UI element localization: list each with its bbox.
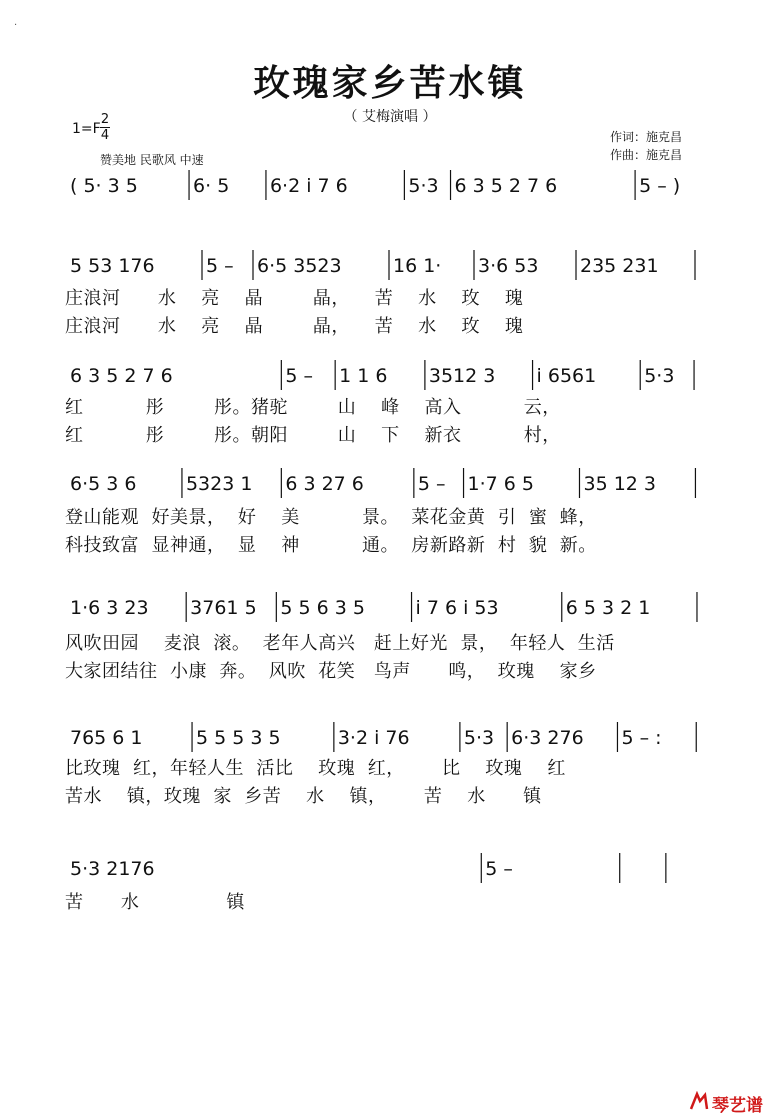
watermark-logo xyxy=(688,1091,770,1116)
note-group: 6 3 27 6 xyxy=(285,473,364,495)
note-group: ( 5· 3 5 xyxy=(70,175,138,197)
logo-icon xyxy=(688,1091,710,1113)
note-group: 5 5 5 3 5 xyxy=(196,727,281,749)
note-group: 3·6 53 xyxy=(478,255,539,277)
note-group: 5323 1 xyxy=(185,473,253,495)
note-group: 6·5 3523 xyxy=(257,255,342,277)
note-group: 6·2 i 7 6 xyxy=(269,175,348,197)
note-group: 3·2 i 76 xyxy=(337,727,410,749)
note-group: 5·3 xyxy=(408,175,439,197)
composer: 作曲：施克昌 xyxy=(610,148,683,162)
note-group: 5 – ) xyxy=(639,175,681,197)
corner-mark: · xyxy=(14,20,18,31)
note-group: 6 5 3 2 1 xyxy=(565,597,651,619)
lyric-line: 科技致富 显神通， 显 神 通。 房新路新 村 貌 新。 xyxy=(65,535,597,556)
lyric-line: 登山能观 好美景， 好 美 景。 菜花金黄 引 蜜 蜂， xyxy=(65,507,597,528)
note-group: 5 – xyxy=(206,255,234,277)
time-top: 2 xyxy=(100,112,110,127)
tempo-style: 赞美地 民歌风 中速 xyxy=(100,153,204,167)
note-group: 3512 3 xyxy=(428,365,496,387)
note-group: 5·3 2176 xyxy=(70,858,155,880)
lyric-line: 大家团结往 小康 奔。 风吹 花笑 鸟声 鸣， 玫瑰 家乡 xyxy=(65,661,597,682)
note-group: 5 – xyxy=(417,473,446,495)
note-group: 5 – : xyxy=(621,727,662,749)
lyric-line: 苦水 镇，玫瑰 家 乡苦 水 镇， 苦 水 镇 xyxy=(65,786,542,807)
time-bottom: 4 xyxy=(100,128,110,143)
note-group: 5·3 xyxy=(463,727,495,749)
note-group: 235 231 xyxy=(580,255,659,277)
lyric-line: 风吹田园 麦浪 滚。 老年人高兴 赶上好光 景， 年轻人 生活 xyxy=(65,633,615,654)
note-group: 5 53 176 xyxy=(70,255,155,277)
note-group: 35 12 3 xyxy=(583,473,657,495)
lyricist: 作词：施克昌 xyxy=(610,130,683,144)
song-title: 玫瑰家乡苦水镇 xyxy=(253,62,527,104)
lyric-line: 苦 水 镇 xyxy=(65,892,245,913)
note-group: 3761 5 xyxy=(190,597,257,619)
note-group: 5 – xyxy=(285,365,313,387)
note-group: 1·7 6 5 xyxy=(467,473,535,495)
note-group: 1·6 3 23 xyxy=(70,597,149,619)
note-group: 765 6 1 xyxy=(70,727,143,749)
note-group: 1 1 6 xyxy=(339,365,388,387)
lyric-line: 红 彤 彤。朝阳 山 下 新衣 村， xyxy=(65,425,561,446)
note-group: 6 3 5 2 7 6 xyxy=(70,365,173,387)
lyric-line: 比玫瑰 红，年轻人生 活比 玫瑰 红， 比 玫瑰 红 xyxy=(65,758,566,779)
note-group: 16 1· xyxy=(393,255,442,277)
note-group: 6 3 5 2 7 6 xyxy=(454,175,558,197)
note-group: 5 – xyxy=(485,858,513,880)
lyric-line: 庄浪河 水 亮 晶 晶， 苦 水 玫 瑰 xyxy=(65,316,524,337)
note-group: i 6561 xyxy=(536,365,597,387)
note-group: i 7 6 i 53 xyxy=(415,597,499,619)
note-group: 6·3 276 xyxy=(511,727,584,749)
key-signature: 1=F xyxy=(72,121,101,137)
note-group: 5·3 xyxy=(644,365,675,387)
performer: （ 艾梅演唱 ） xyxy=(343,109,437,125)
note-group: 6· 5 xyxy=(193,175,230,197)
lyric-line: 庄浪河 水 亮 晶 晶， 苦 水 玫 瑰 xyxy=(65,288,524,309)
watermark-text: 琴艺谱 xyxy=(712,1096,763,1116)
note-group: 5 5 6 3 5 xyxy=(280,597,365,619)
lyric-line: 红 彤 彤。猪驼 山 峰 高入 云， xyxy=(65,397,561,418)
note-group: 6·5 3 6 xyxy=(70,473,137,495)
